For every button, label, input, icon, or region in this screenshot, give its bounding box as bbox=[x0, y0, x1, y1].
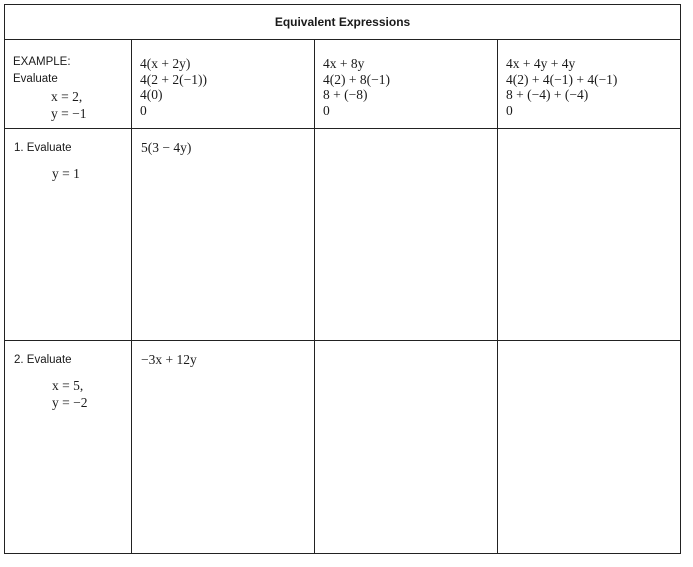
example-row bbox=[5, 40, 681, 129]
question-2-answer-cell-2[interactable] bbox=[315, 341, 498, 554]
example-heading: EXAMPLE: bbox=[13, 56, 71, 68]
question-1-row bbox=[5, 129, 681, 341]
example-expression-line: 4(0) bbox=[140, 87, 163, 102]
table-title: Equivalent Expressions bbox=[5, 5, 681, 40]
question-2-expression: −3x + 12y bbox=[141, 352, 197, 367]
question-1-expression: 5(3 − 4y) bbox=[141, 140, 192, 155]
example-expression-line: 0 bbox=[323, 102, 330, 118]
example-evaluate-text: Evaluate bbox=[13, 73, 58, 85]
example-column-2 bbox=[315, 40, 498, 129]
question-2-x-value: x = 5, bbox=[52, 378, 84, 393]
question-2-y-value: y = −2 bbox=[52, 395, 88, 410]
example-expression-line: 8 + (−8) bbox=[323, 87, 368, 102]
question-2-row bbox=[5, 341, 681, 554]
example-expression-line: 4(2) + 8(−1) bbox=[323, 71, 390, 87]
question-2-label-cell bbox=[5, 341, 132, 554]
example-expression-line: 0 bbox=[140, 102, 147, 118]
example-expression-line: 8 + (−4) + (−4) bbox=[506, 87, 589, 102]
example-column-3 bbox=[498, 40, 681, 129]
question-1-label-cell bbox=[5, 129, 132, 341]
question-1-answer-cell-2[interactable] bbox=[315, 129, 498, 341]
example-expression-line: 4x + 8y bbox=[323, 56, 365, 71]
example-expression-line: 4(2) + 4(−1) + 4(−1) bbox=[506, 71, 618, 87]
example-label-cell bbox=[5, 40, 132, 129]
example-expression-line: 4x + 4y + 4y bbox=[506, 56, 576, 71]
question-1-y-value: y = 1 bbox=[52, 166, 80, 181]
question-1-label: 1. Evaluate bbox=[14, 142, 72, 154]
question-2-given-expression-cell bbox=[132, 341, 315, 554]
example-expression-line: 4(x + 2y) bbox=[140, 56, 191, 71]
equivalent-expressions-table bbox=[4, 4, 681, 554]
question-2-label: 2. Evaluate bbox=[14, 354, 72, 366]
question-1-answer-cell-3[interactable] bbox=[498, 129, 681, 341]
question-1-given-expression-cell bbox=[132, 129, 315, 341]
question-2-answer-cell-3[interactable] bbox=[498, 341, 681, 554]
example-column-1 bbox=[132, 40, 315, 129]
example-expression-line: 4(2 + 2(−1)) bbox=[140, 71, 207, 87]
example-x-value: x = 2, bbox=[51, 89, 83, 104]
example-expression-line: 0 bbox=[506, 102, 513, 118]
example-y-value: y = −1 bbox=[51, 106, 87, 121]
